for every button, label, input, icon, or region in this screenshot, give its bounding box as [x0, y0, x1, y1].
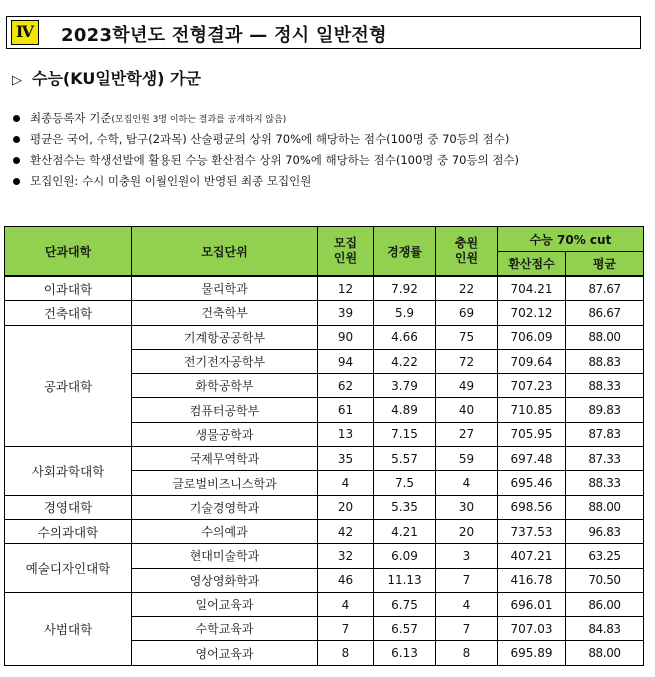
cell-competition: 7.5 — [374, 471, 436, 495]
cell-college: 사범대학 — [5, 592, 132, 665]
cell-average: 63.25 — [566, 544, 644, 568]
table-row — [5, 325, 644, 349]
table-body — [5, 276, 644, 665]
cell-additional: 20 — [436, 519, 498, 543]
cell-converted: 707.03 — [498, 617, 566, 641]
cell-college: 수의과대학 — [5, 519, 132, 543]
cell-additional: 27 — [436, 422, 498, 446]
cell-converted: 698.56 — [498, 495, 566, 519]
cell-quota: 42 — [318, 519, 374, 543]
cell-quota: 7 — [318, 617, 374, 641]
cell-converted: 706.09 — [498, 325, 566, 349]
cell-converted: 416.78 — [498, 568, 566, 592]
bullet-icon — [13, 157, 20, 164]
cell-converted: 695.89 — [498, 641, 566, 665]
cell-competition: 7.15 — [374, 422, 436, 446]
bullet-icon — [13, 178, 20, 185]
cell-average: 87.33 — [566, 447, 644, 471]
cell-competition: 6.57 — [374, 617, 436, 641]
cell-additional: 7 — [436, 568, 498, 592]
cell-competition: 5.9 — [374, 301, 436, 325]
cell-unit: 건축학부 — [132, 301, 318, 325]
cell-additional: 4 — [436, 471, 498, 495]
title-box — [6, 16, 641, 49]
cell-average: 86.67 — [566, 301, 644, 325]
cell-average: 88.83 — [566, 349, 644, 373]
note-item: 최종등록자 기준(모집인원 3명 이하는 결과를 공개하지 않음) — [10, 108, 519, 129]
cell-unit: 국제무역학과 — [132, 447, 318, 471]
note-item: 모집인원: 수시 미충원 이월인원이 반영된 최종 모집인원 — [10, 171, 519, 192]
header-college: 단과대학 — [5, 227, 132, 277]
table-row — [5, 519, 644, 543]
cell-additional: 8 — [436, 641, 498, 665]
cell-converted: 710.85 — [498, 398, 566, 422]
cell-average: 87.83 — [566, 422, 644, 446]
cell-additional: 49 — [436, 374, 498, 398]
cell-competition: 4.21 — [374, 519, 436, 543]
table-row — [5, 301, 644, 325]
cell-competition: 3.79 — [374, 374, 436, 398]
cell-quota: 4 — [318, 471, 374, 495]
cell-unit: 수의예과 — [132, 519, 318, 543]
cell-quota: 4 — [318, 592, 374, 616]
cell-additional: 69 — [436, 301, 498, 325]
cell-additional: 40 — [436, 398, 498, 422]
cell-average: 70.50 — [566, 568, 644, 592]
cell-quota: 90 — [318, 325, 374, 349]
cell-converted: 705.95 — [498, 422, 566, 446]
table-row — [5, 592, 644, 616]
cell-unit: 전기전자공학부 — [132, 349, 318, 373]
cell-average: 88.00 — [566, 495, 644, 519]
cell-competition: 4.66 — [374, 325, 436, 349]
cell-converted: 702.12 — [498, 301, 566, 325]
cell-additional: 22 — [436, 276, 498, 301]
table-row — [5, 276, 644, 301]
cell-converted: 407.21 — [498, 544, 566, 568]
cell-competition: 6.13 — [374, 641, 436, 665]
cell-additional: 75 — [436, 325, 498, 349]
bullet-icon — [13, 115, 20, 122]
cell-converted: 707.23 — [498, 374, 566, 398]
cell-competition: 4.22 — [374, 349, 436, 373]
cell-average: 87.67 — [566, 276, 644, 301]
header-average: 평균 — [566, 252, 644, 277]
cell-average: 88.00 — [566, 325, 644, 349]
header-additional: 충원 인원 — [436, 227, 498, 277]
page-title: 2023학년도 전형결과 — 정시 일반전형 — [61, 25, 387, 46]
cell-college: 경영대학 — [5, 495, 132, 519]
cell-converted: 704.21 — [498, 276, 566, 301]
cell-converted: 697.48 — [498, 447, 566, 471]
cell-unit: 생물공학과 — [132, 422, 318, 446]
cell-quota: 94 — [318, 349, 374, 373]
cell-college: 예술디자인대학 — [5, 544, 132, 593]
cell-unit: 글로벌비즈니스학과 — [132, 471, 318, 495]
table-row — [5, 495, 644, 519]
triangle-marker-icon: ▷ — [12, 73, 22, 88]
cell-quota: 62 — [318, 374, 374, 398]
cell-converted: 695.46 — [498, 471, 566, 495]
cell-average: 84.83 — [566, 617, 644, 641]
cell-quota: 8 — [318, 641, 374, 665]
cell-additional: 30 — [436, 495, 498, 519]
cell-competition: 7.92 — [374, 276, 436, 301]
cell-competition: 4.89 — [374, 398, 436, 422]
cell-competition: 6.75 — [374, 592, 436, 616]
cell-converted: 696.01 — [498, 592, 566, 616]
cell-unit: 현대미술학과 — [132, 544, 318, 568]
cell-additional: 3 — [436, 544, 498, 568]
cell-competition: 6.09 — [374, 544, 436, 568]
cell-competition: 5.57 — [374, 447, 436, 471]
cell-converted: 709.64 — [498, 349, 566, 373]
cell-additional: 72 — [436, 349, 498, 373]
header-converted: 환산점수 — [498, 252, 566, 277]
header-quota: 모집 인원 — [318, 227, 374, 277]
cell-competition: 11.13 — [374, 568, 436, 592]
cell-unit: 영상영화학과 — [132, 568, 318, 592]
cell-unit: 일어교육과 — [132, 592, 318, 616]
cell-average: 86.00 — [566, 592, 644, 616]
header-competition: 경쟁률 — [374, 227, 436, 277]
cell-college: 사회과학대학 — [5, 447, 132, 496]
cell-average: 88.00 — [566, 641, 644, 665]
cell-quota: 61 — [318, 398, 374, 422]
table-row — [5, 447, 644, 471]
notes-list — [10, 108, 519, 192]
results-table — [4, 226, 644, 666]
cell-unit: 컴퓨터공학부 — [132, 398, 318, 422]
cell-quota: 32 — [318, 544, 374, 568]
bullet-icon — [13, 136, 20, 143]
cell-quota: 39 — [318, 301, 374, 325]
cell-unit: 기술경영학과 — [132, 495, 318, 519]
cell-college: 이과대학 — [5, 276, 132, 301]
cell-unit: 영어교육과 — [132, 641, 318, 665]
cell-additional: 7 — [436, 617, 498, 641]
cell-quota: 13 — [318, 422, 374, 446]
cell-quota: 20 — [318, 495, 374, 519]
cell-quota: 46 — [318, 568, 374, 592]
cell-average: 88.33 — [566, 471, 644, 495]
cell-quota: 12 — [318, 276, 374, 301]
cell-quota: 35 — [318, 447, 374, 471]
note-item: 환산점수는 학생선발에 활용된 수능 환산점수 상위 70%에 해당하는 점수(100명 중 70등의 점수) — [10, 150, 519, 171]
cell-converted: 737.53 — [498, 519, 566, 543]
table-row — [5, 544, 644, 568]
cell-additional: 4 — [436, 592, 498, 616]
note-item: 평균은 국어, 수학, 탐구(2과목) 산술평균의 상위 70%에 해당하는 점수(100명 중 70등의 점수) — [10, 129, 519, 150]
header-unit: 모집단위 — [132, 227, 318, 277]
cell-unit: 수학교육과 — [132, 617, 318, 641]
header-cut-group: 수능 70% cut — [498, 227, 644, 252]
cell-unit: 화학공학부 — [132, 374, 318, 398]
cell-average: 89.83 — [566, 398, 644, 422]
cell-college: 건축대학 — [5, 301, 132, 325]
cell-unit: 기계항공공학부 — [132, 325, 318, 349]
cell-college: 공과대학 — [5, 325, 132, 446]
cell-additional: 59 — [436, 447, 498, 471]
cell-competition: 5.35 — [374, 495, 436, 519]
cell-average: 96.83 — [566, 519, 644, 543]
section-number-badge: Ⅳ — [11, 20, 39, 45]
cell-unit: 물리학과 — [132, 276, 318, 301]
section-title: 수능(KU일반학생) 가군 — [32, 69, 201, 88]
cell-average: 88.33 — [566, 374, 644, 398]
section-heading — [12, 66, 201, 89]
